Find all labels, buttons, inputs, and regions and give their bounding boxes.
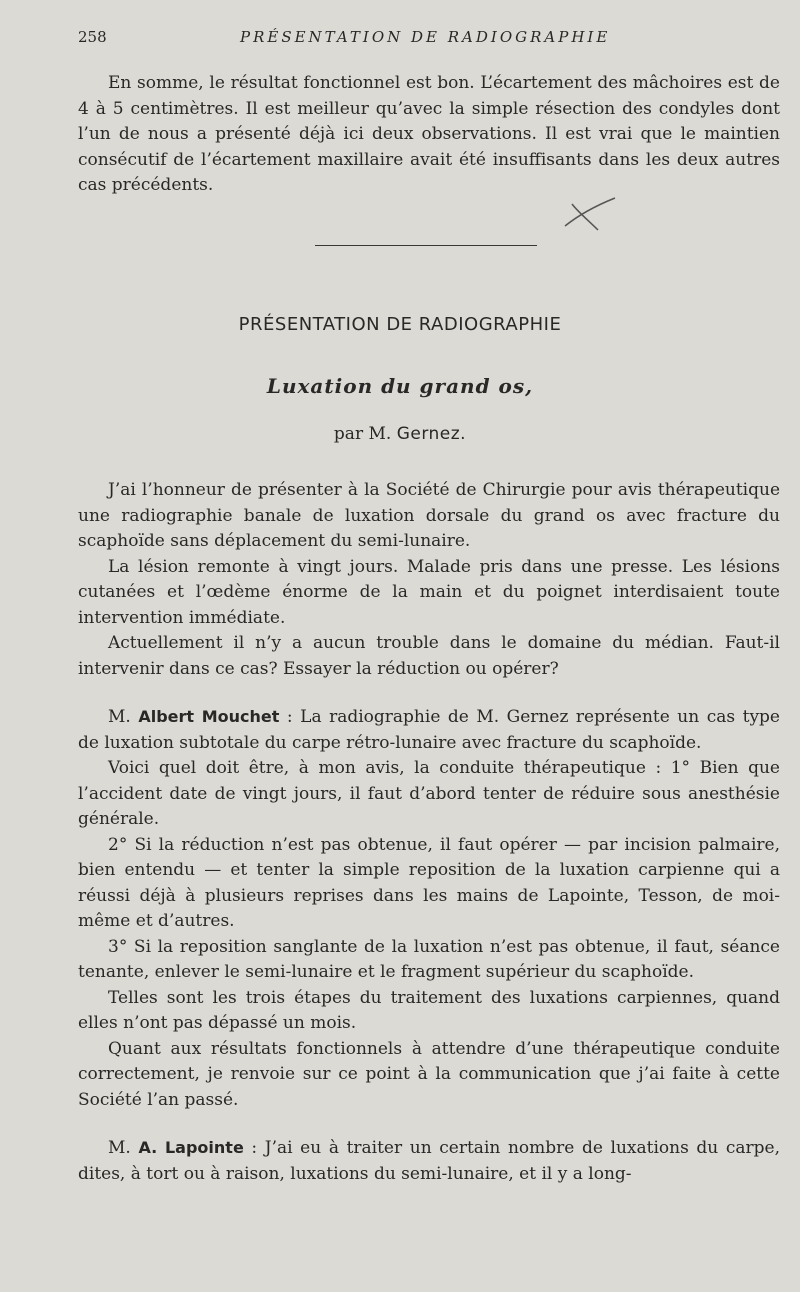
intro-block [78,71,780,199]
mouchet-text-1: : La radiographie de M. Gernez représente un cas type de luxation subtotale du carpe rétro-lunaire avec fracture du scaphoïde. [78,707,780,753]
mouchet-paragraph-2: Voici quel doit être, à mon avis, la conduite thérapeutique : 1° Bien que l’accident date de vingt jours, il faut d’abord tenter de réduire sous anesthésie générale. [78,758,780,829]
section-subtitle: Luxation du grand os, [266,374,534,398]
lapointe-paragraph-1 [78,1135,780,1187]
page-number: 258 [78,28,107,46]
lapointe-prefix: M. [108,1138,139,1158]
body-paragraph-3: Actuellement il n’y a aucun trouble dans le domaine du médian. Faut-il intervenir dans ce cas? Essayer la réduction ou opérer? [78,633,780,679]
mouchet-paragraph-5: Telles sont les trois étapes du traitement des luxations carpiennes, quand elles n’ont pas dépassé un mois. [78,987,780,1033]
byline-author: Gernez. [396,424,467,444]
speaker-lapointe: A. Lapointe [138,1138,244,1157]
mouchet-paragraph-1 [78,704,780,756]
byline [0,424,800,444]
main-body [78,478,780,1187]
intro-paragraph: En somme, le résultat fonctionnel est bon. L’écartement des mâchoires est de 4 à 5 centimètres. Il est meilleur qu’avec la simple résection des condyles dont l’un de nous a présenté déjà ici deux observations. Il est vrai que le maintien consécutif de l’écartement maxillaire avait été insuffisants dans les deux autres cas précédents. [78,73,780,195]
section-title: PRÉSENTATION DE RADIOGRAPHIE [238,314,562,335]
section-divider [315,245,537,246]
byline-prefix: par M. [333,424,397,444]
speaker-mouchet: Albert Mouchet [138,707,280,726]
handwritten-cross-mark [560,190,620,235]
running-title: PRÉSENTATION DE RADIOGRAPHIE [240,28,611,46]
mouchet-paragraph-4: 3° Si la reposition sanglante de la luxation n’est pas obtenue, il faut, séance tenante, enlever le semi-lunaire et le fragment supérieur du scaphoïde. [78,936,780,982]
lapointe-text-1: : J’ai eu à traiter un certain nombre de luxations du carpe, dites, à tort ou à raison, luxations du semi-lunaire, et il y a long- [78,1138,780,1184]
body-paragraph-2: La lésion remonte à vingt jours. Malade pris dans une presse. Les lésions cutanées et l’œdème énorme de la main et du poignet interdisaient toute intervention immédiate. [78,556,780,628]
mouchet-prefix: M. [108,707,139,727]
mouchet-paragraph-6: Quant aux résultats fonctionnels à attendre d’une thérapeutique conduite correctement, je renvoie sur ce point à la communication que j’ai faite à cette Société l’an passé. [78,1038,780,1110]
page-header [78,28,780,52]
mouchet-paragraph-3: 2° Si la réduction n’est pas obtenue, il faut opérer — par incision palmaire, bien entendu — et tenter la simple reposition de la luxation carpienne qui a réussi déjà à plusieurs reprises dans les mains de Lapointe, Tesson, de moi-même et d’autres. [78,834,780,931]
body-paragraph-1: J’ai l’honneur de présenter à la Société de Chirurgie pour avis thérapeutique une radiographie banale de luxation dorsale du grand os avec fracture du scaphoïde sans déplacement du semi-lunaire. [78,480,780,551]
